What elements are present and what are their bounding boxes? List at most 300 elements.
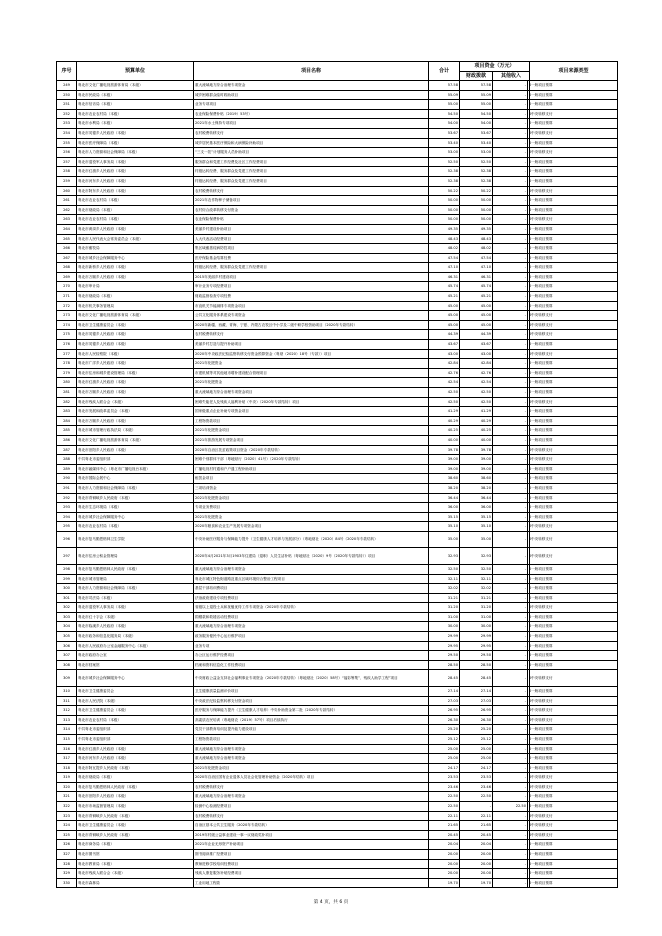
row-total: 36.44: [429, 493, 460, 503]
row-other: -: [493, 503, 528, 513]
row-project: 党员干部教育培训及提升能力建设项目: [194, 725, 429, 735]
row-type: 一般项目预算: [530, 802, 618, 812]
row-other: -: [493, 840, 528, 850]
row-other: -: [493, 368, 528, 378]
row-total: 30.00: [429, 622, 460, 632]
row-unit: 粤北市审计局: [77, 282, 194, 292]
row-total: 35.15: [429, 512, 460, 522]
row-other: -: [493, 301, 528, 311]
row-seq: 322: [57, 802, 77, 812]
row-total: 43.00: [429, 349, 460, 359]
row-extra: 0: [528, 548, 530, 565]
row-other: -: [493, 651, 528, 661]
row-total: 35.00: [429, 531, 460, 548]
row-type: 中央转移支付: [530, 821, 618, 831]
row-other: -: [493, 670, 528, 687]
row-seq: 266: [57, 244, 77, 254]
table-row: [57, 744, 618, 754]
row-other: -: [493, 407, 528, 417]
row-project: 2020年4月2021年3月1903年住建局（退职）人员生活补贴（粤地财社（2020）9号（2020年专款结转））项目: [194, 548, 429, 565]
row-other: -: [493, 715, 528, 725]
row-seq: 303: [57, 612, 77, 622]
row-type: 中央转移支付: [530, 128, 618, 138]
row-unit: 粤北市河东乡人民政府（本级）: [77, 176, 194, 186]
row-unit: 粤北市司法局（本级）: [77, 593, 194, 603]
row-total: 49.35: [429, 224, 460, 234]
row-type: 中央转移支付: [530, 670, 618, 687]
row-unit: 粤北市农业农村局（本级）: [77, 196, 194, 206]
row-type: 中央转移支付: [530, 696, 618, 706]
row-other: -: [493, 426, 528, 436]
row-extra: 0: [528, 253, 530, 263]
row-project: 农村税费转移支付: [194, 330, 429, 340]
row-unit: 粤北市复马勤恩格林人民政府（本级）: [77, 564, 194, 574]
row-project: 2020年自治区扶贫政策项目资金（2020年专款结转）: [194, 445, 429, 455]
row-other: -: [493, 754, 528, 764]
table-row: [57, 603, 618, 613]
table-row: [57, 205, 618, 215]
table-row: [57, 821, 618, 831]
row-extra: 0: [528, 397, 530, 407]
table-row: [57, 792, 618, 802]
row-type: 中央转移支付: [530, 782, 618, 792]
table-row: [57, 763, 618, 773]
table-row: [57, 215, 618, 225]
row-unit: 粤北市文化广播电视旅游体育局（本级）: [77, 435, 194, 445]
row-unit: 粤北市人力资源和社会保障局（本级）: [77, 584, 194, 594]
row-extra: 0: [528, 531, 530, 548]
row-type: 一般项目预算: [530, 493, 618, 503]
row-type: 一般项目预算: [530, 584, 618, 594]
row-other: -: [493, 522, 528, 532]
row-extra: 0: [528, 802, 530, 812]
table-row: [57, 253, 618, 263]
row-total: 20.00: [429, 850, 460, 860]
row-extra: 0: [528, 522, 530, 532]
row-other: -: [493, 725, 528, 735]
row-project: 2020年自治区国有企业退休人员社会化管理补助资金（2020年结转）项目: [194, 773, 429, 783]
table-row: [57, 397, 618, 407]
table-row: [57, 754, 618, 764]
row-fiscal: 54.00: [460, 119, 493, 129]
row-fiscal: 57.58: [460, 81, 493, 91]
row-unit: 粤北市广洋乡人民政府（本级）: [77, 359, 194, 369]
row-fiscal: 26.95: [460, 706, 493, 716]
row-unit: 粤北市卫生健康委员会（本级）: [77, 821, 194, 831]
row-total: 55.09: [429, 90, 460, 100]
row-fiscal: 40.29: [460, 416, 493, 426]
row-fiscal: 36.44: [460, 493, 493, 503]
row-extra: 0: [528, 593, 530, 603]
row-seq: 259: [57, 176, 77, 186]
row-type: 一般项目预算: [530, 292, 618, 302]
row-fiscal: 35.00: [460, 531, 493, 548]
row-extra: 0: [528, 81, 530, 91]
row-total: 31.20: [429, 603, 460, 613]
row-project: 档案和资料信息化工作经费项目: [194, 660, 429, 670]
table-row: [57, 869, 618, 879]
row-seq: 318: [57, 763, 77, 773]
header-fiscal: 财政拨款: [460, 71, 493, 81]
row-other: -: [493, 215, 528, 225]
row-seq: 277: [57, 349, 77, 359]
row-fiscal: 50.00: [460, 196, 493, 206]
row-type: 中央转移支付: [530, 186, 618, 196]
row-seq: 300: [57, 584, 77, 594]
row-seq: 271: [57, 292, 77, 302]
row-fiscal: 25.00: [460, 744, 493, 754]
row-other: -: [493, 660, 528, 670]
row-extra: 0: [528, 359, 530, 369]
row-other: -: [493, 435, 528, 445]
table-row: [57, 612, 618, 622]
row-seq: 311: [57, 696, 77, 706]
row-seq: 323: [57, 811, 77, 821]
row-other: -: [493, 564, 528, 574]
row-total: 42.50: [429, 397, 460, 407]
row-type: 一般项目预算: [530, 734, 618, 744]
row-other: -: [493, 850, 528, 860]
row-extra: 0: [528, 512, 530, 522]
row-other: -: [493, 792, 528, 802]
row-other: -: [493, 176, 528, 186]
row-unit: 粤北市政务和信息化服务局（本级）: [77, 632, 194, 642]
row-total: 25.12: [429, 734, 460, 744]
row-fiscal: 31.21: [460, 593, 493, 603]
row-extra: 0: [528, 744, 530, 754]
row-project: 2021年化肥资金: [194, 512, 429, 522]
row-type: 一般项目预算: [530, 763, 618, 773]
row-extra: 0: [528, 378, 530, 388]
row-fiscal: 43.00: [460, 349, 493, 359]
row-unit: 粤北市医疗保障局（本级）: [77, 138, 194, 148]
row-project: 农村税费转移支付: [194, 128, 429, 138]
table-row: [57, 593, 618, 603]
row-seq: 274: [57, 320, 77, 330]
row-seq: 268: [57, 263, 77, 273]
row-extra: 0: [528, 782, 530, 792]
row-fiscal: 45.21: [460, 292, 493, 302]
row-fiscal: 23.46: [460, 782, 493, 792]
row-extra: 0: [528, 157, 530, 167]
table-row: [57, 474, 618, 484]
row-total: 53.67: [429, 128, 460, 138]
row-extra: 0: [528, 119, 530, 129]
row-other: -: [493, 869, 528, 879]
row-unit: 粤北市万顺乡人民政府（本级）: [77, 388, 194, 398]
row-fiscal: 40.00: [460, 435, 493, 445]
row-total: 42.50: [429, 388, 460, 398]
table-row: [57, 574, 618, 584]
table-row: [57, 176, 618, 186]
row-total: 38.20: [429, 483, 460, 493]
row-unit: 中共粤北市委组织部: [77, 455, 194, 465]
row-project: 审计业务专项经费项目: [194, 282, 429, 292]
table-row: [57, 368, 618, 378]
row-project: 粤北市城区特色街道路及重点区域环境综合整治工程项目: [194, 574, 429, 584]
row-other: -: [493, 584, 528, 594]
row-extra: 0: [528, 167, 530, 177]
row-unit: 中共粤北市委组织部: [77, 725, 194, 735]
row-unit: 粤北市英德乡人民政府（本级）: [77, 340, 194, 350]
row-extra: 0: [528, 464, 530, 474]
row-type: 中央转移支付: [530, 445, 618, 455]
row-other: -: [493, 686, 528, 696]
row-extra: 0: [528, 632, 530, 642]
table-row: [57, 128, 618, 138]
row-fiscal: 35.15: [460, 512, 493, 522]
row-project: 2021年化肥资金项目: [194, 426, 429, 436]
row-project: 集区域畜禽疫病防控项目: [194, 244, 429, 254]
table-row: [57, 811, 618, 821]
row-other: -: [493, 119, 528, 129]
row-project: 2021年化肥资金: [194, 378, 429, 388]
row-unit: 粤北市复马勤恩格林卫生学院: [77, 531, 194, 548]
header-unit: 预算单位: [77, 62, 194, 81]
row-type: 一般项目预算: [530, 859, 618, 869]
row-project: 教师进修学校培训经费项目: [194, 859, 429, 869]
row-unit: 粤北市红旗乡人民政府（本级）: [77, 378, 194, 388]
row-extra: 0: [528, 320, 530, 330]
row-fiscal: 39.00: [460, 455, 493, 465]
row-fiscal: 24.17: [460, 763, 493, 773]
row-total: 27.14: [429, 686, 460, 696]
row-total: 21.65: [429, 821, 460, 831]
row-project: 城乡居民基本医疗保险和大病保险补助项目: [194, 138, 429, 148]
row-unit: 粤北市农业农村局（本级）: [77, 215, 194, 225]
row-project: 办公区运行维护经费项目: [194, 651, 429, 661]
row-seq: 302: [57, 603, 77, 613]
row-project: 工程物资款项目: [194, 416, 429, 426]
row-type: 一般项目预算: [530, 512, 618, 522]
row-fiscal: 23.53: [460, 773, 493, 783]
row-total: 20.00: [429, 859, 460, 869]
row-fiscal: 40.25: [460, 426, 493, 436]
row-extra: 0: [528, 754, 530, 764]
row-extra: 0: [528, 388, 530, 398]
row-seq: 309: [57, 670, 77, 687]
table-body: [57, 81, 618, 888]
row-seq: 254: [57, 128, 77, 138]
row-project: 重大流域地方综合治理专项资金: [194, 622, 429, 632]
row-unit: 粤北市财政局（本级）: [77, 292, 194, 302]
row-other: -: [493, 100, 528, 110]
row-extra: 0: [528, 564, 530, 574]
row-seq: 290: [57, 474, 77, 484]
header-seq: 序号: [57, 62, 77, 81]
row-type: 一般项目预算: [530, 651, 618, 661]
row-type: 一般项目预算: [530, 272, 618, 282]
row-other: -: [493, 397, 528, 407]
row-total: 20.04: [429, 840, 460, 850]
row-seq: 319: [57, 773, 77, 783]
row-project: 自治区基本公共卫生服务（2020年专款结转）: [194, 821, 429, 831]
table-row: [57, 564, 618, 574]
row-total: 31.00: [429, 612, 460, 622]
table-row: [57, 378, 618, 388]
row-unit: 粤北市青铜峡乡人民政府（本级）: [77, 493, 194, 503]
row-seq: 330: [57, 878, 77, 888]
row-other: -: [493, 821, 528, 831]
row-other: -: [493, 282, 528, 292]
row-fiscal: 48.02: [460, 244, 493, 254]
row-other: -: [493, 696, 528, 706]
row-type: 中央转移支付: [530, 397, 618, 407]
row-project: 卫生健康质量监测评价项目: [194, 686, 429, 696]
row-type: 一般项目预算: [530, 483, 618, 493]
row-project: 省级以上退役士兵和抚恤优待工作专项资金（2020年专款结转）: [194, 603, 429, 613]
row-total: 25.20: [429, 725, 460, 735]
row-other: -: [493, 359, 528, 369]
row-fiscal: 42.54: [460, 378, 493, 388]
row-unit: 粤北市图书馆: [77, 850, 194, 860]
row-project: 中央补助医疗服务与保障能力提升（卫生健康人才培养与发展部分）（粤地财社（2020）84号（2020年专款结转）: [194, 531, 429, 548]
table-row: [57, 109, 618, 119]
row-total: 36.00: [429, 503, 460, 513]
row-unit: 粤北市黄岗乡人民政府（本级）: [77, 224, 194, 234]
row-extra: 0: [528, 109, 530, 119]
row-total: 32.93: [429, 548, 460, 565]
row-extra: 0: [528, 734, 530, 744]
row-fiscal: 21.65: [460, 821, 493, 831]
row-project: 农业保险保费补贴（2019）53号）: [194, 109, 429, 119]
row-extra: 0: [528, 234, 530, 244]
row-unit: 粤北市红旗乡人民政府（本级）: [77, 744, 194, 754]
table-row: [57, 196, 618, 206]
row-other: -: [493, 734, 528, 744]
row-total: 32.02: [429, 584, 460, 594]
row-seq: 328: [57, 859, 77, 869]
row-total: 52.50: [429, 157, 460, 167]
row-type: 一般项目预算: [530, 234, 618, 244]
row-total: 38.60: [429, 474, 460, 484]
row-type: 中央转移支付: [530, 320, 618, 330]
row-project: 专项业务费项目: [194, 503, 429, 513]
row-extra: 0: [528, 811, 530, 821]
row-seq: 261: [57, 196, 77, 206]
row-project: 医疗保险基金结算经费: [194, 253, 429, 263]
row-other: -: [493, 128, 528, 138]
row-unit: 粤北市卫生健康委员会（本级）: [77, 706, 194, 716]
row-unit: 粤北市机关事务管理局: [77, 301, 194, 311]
row-fiscal: 50.22: [460, 186, 493, 196]
table-row: [57, 301, 618, 311]
row-other: -: [493, 782, 528, 792]
table-row: [57, 340, 618, 350]
row-extra: 0: [528, 686, 530, 696]
row-unit: 粤北市水利局（本级）: [77, 119, 194, 129]
row-fiscal: -: [460, 802, 493, 812]
table-row: [57, 244, 618, 254]
row-total: 29.50: [429, 651, 460, 661]
table-row: [57, 407, 618, 417]
row-extra: 0: [528, 176, 530, 186]
row-seq: 286: [57, 435, 77, 445]
row-total: 40.25: [429, 426, 460, 436]
row-seq: 252: [57, 109, 77, 119]
row-project: 三项培训资金: [194, 483, 429, 493]
table-row: [57, 622, 618, 632]
row-seq: 325: [57, 830, 77, 840]
row-total: 32.11: [429, 574, 460, 584]
table-row: [57, 445, 618, 455]
row-fiscal: 45.00: [460, 301, 493, 311]
row-unit: 粤北市文化广播电视旅游体育局（本级）: [77, 311, 194, 321]
row-type: 一般项目预算: [530, 138, 618, 148]
row-type: 一般项目预算: [530, 622, 618, 632]
row-extra: 0: [528, 725, 530, 735]
row-other: -: [493, 811, 528, 821]
row-total: 39.00: [429, 455, 460, 465]
row-project: 重大流域地方综合治理专项资金项目: [194, 388, 429, 398]
row-unit: 粤北市阿瓦提乡人民政府（本级）: [77, 763, 194, 773]
row-unit: 粤北市财政局（本级）: [77, 773, 194, 783]
row-total: 19.70: [429, 878, 460, 888]
row-fiscal: 27.03: [460, 696, 493, 706]
row-seq: 265: [57, 234, 77, 244]
row-type: 中央转移支付: [530, 811, 618, 821]
row-total: 22.11: [429, 811, 460, 821]
row-project: 农村税费转移支付: [194, 186, 429, 196]
row-type: 一般项目预算: [530, 792, 618, 802]
row-fiscal: 47.54: [460, 253, 493, 263]
row-fiscal: 49.35: [460, 224, 493, 234]
row-fiscal: 50.00: [460, 205, 493, 215]
row-total: 20.00: [429, 869, 460, 879]
table-row: [57, 119, 618, 129]
row-fiscal: 53.67: [460, 128, 493, 138]
row-other: -: [493, 493, 528, 503]
row-unit: 粤北市残疾人联合会（本级）: [77, 869, 194, 879]
row-project: 基层干部培训费项目: [194, 584, 429, 594]
row-extra: 0: [528, 641, 530, 651]
row-extra: 0: [528, 90, 530, 100]
row-other: -: [493, 205, 528, 215]
row-unit: 粤北市红十字会（本级）: [77, 612, 194, 622]
row-seq: 321: [57, 792, 77, 802]
row-extra: 0: [528, 869, 530, 879]
row-project: “三支一扶”计划服务人员补助项目: [194, 148, 429, 158]
table-row: [57, 670, 618, 687]
row-type: 一般项目预算: [530, 119, 618, 129]
row-fiscal: 32.50: [460, 564, 493, 574]
row-total: 45.74: [429, 282, 460, 292]
row-unit: 粤北市红旗乡人民政府（本级）: [77, 167, 194, 177]
header-total: 合计: [429, 62, 460, 81]
row-type: 一般项目预算: [530, 282, 618, 292]
row-extra: 0: [528, 792, 530, 802]
row-project: 中央政法纪检监察转移支付资金项目: [194, 696, 429, 706]
row-project: 工程物资款项目: [194, 734, 429, 744]
row-fiscal: 27.14: [460, 686, 493, 696]
row-extra: 0: [528, 148, 530, 158]
row-fiscal: 29.50: [460, 651, 493, 661]
row-extra: 0: [528, 272, 530, 282]
row-fiscal: 45.00: [460, 311, 493, 321]
row-type: 一般项目预算: [530, 850, 618, 860]
row-seq: 283: [57, 407, 77, 417]
row-unit: 粤北市民政局（本级）: [77, 90, 194, 100]
row-total: 50.00: [429, 205, 460, 215]
row-type: 一般项目预算: [530, 100, 618, 110]
row-unit: 粤北市农业农村局（本级）: [77, 522, 194, 532]
row-extra: 0: [528, 301, 530, 311]
row-other: -: [493, 272, 528, 282]
row-unit: 粤北市临溪乡人民政府（本级）: [77, 622, 194, 632]
row-project: 市直机关节能减排专项资金项目: [194, 301, 429, 311]
row-total: 26.95: [429, 706, 460, 716]
row-total: 44.39: [429, 330, 460, 340]
